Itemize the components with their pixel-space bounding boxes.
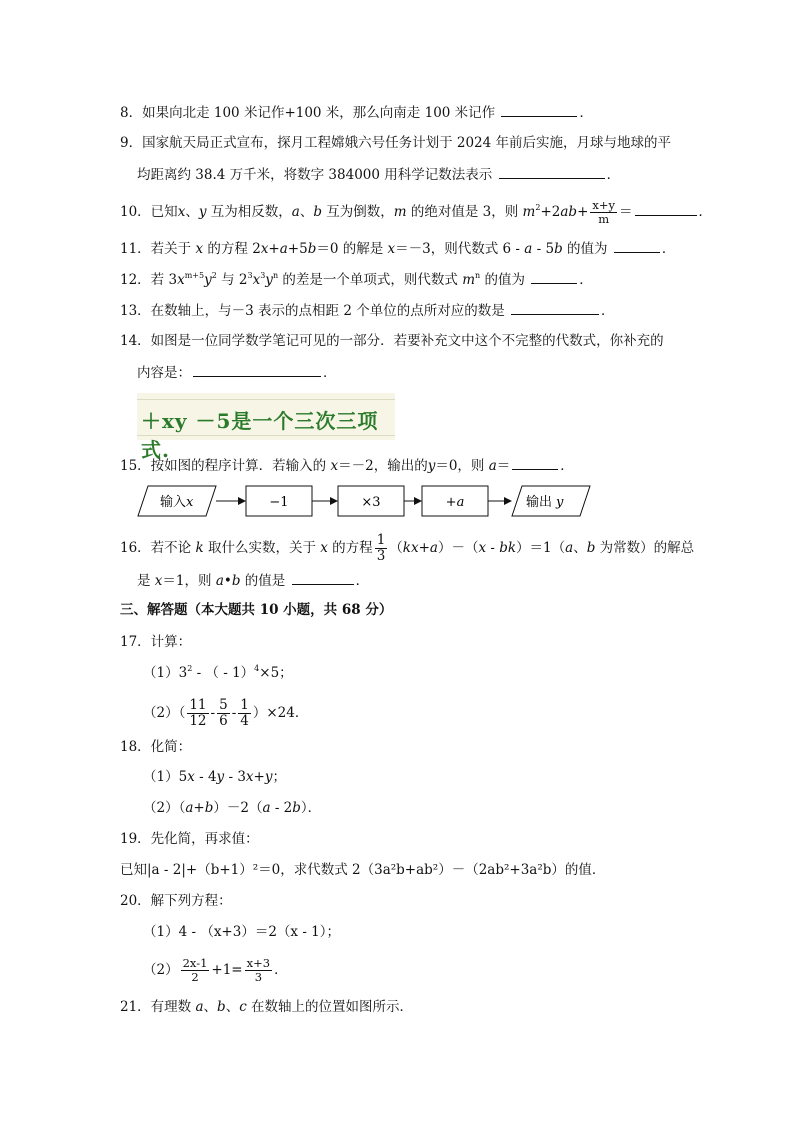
notebook-snippet-image bbox=[137, 393, 395, 462]
question-17: 17．计算： bbox=[120, 634, 192, 650]
fraction: $\frac{11}{12}$ bbox=[189, 697, 207, 729]
question-18: 18．化简： bbox=[120, 739, 192, 755]
notebook-text: ＋xy －5是一个三次三项式. bbox=[141, 409, 379, 462]
fraction: $\frac{1}{4}$ bbox=[240, 697, 249, 729]
answer-blank[interactable] bbox=[614, 238, 660, 253]
question-18-part2: （2）（a+b）－2（a - 2b）． bbox=[143, 800, 322, 816]
fraction: $\frac{5}{6}$ bbox=[219, 697, 228, 729]
step-multiply-label: ×3 bbox=[361, 495, 381, 510]
fraction: $\frac{2x-1}{2}$ bbox=[182, 956, 208, 984]
question-13: 13．在数轴上，与－3 表示的点相距 2 个单位的点所对应的数是 ． bbox=[120, 300, 615, 321]
answer-blank[interactable] bbox=[635, 201, 697, 216]
question-20-part1: （1）4 - （x+3）＝2（x - 1）； bbox=[143, 924, 341, 940]
question-9: 9．国家航天局正式宣布，探月工程嫦娥六号任务计划于 2024 年前后实施，月球与地球的平 bbox=[120, 135, 672, 151]
fraction: $\frac{x+y}{m}$ bbox=[592, 198, 615, 226]
answer-blank[interactable] bbox=[193, 362, 321, 377]
question-17-part2: （2）（ $\frac{11}{12}$ - $\frac{5}{6}$ - $\frac{1}{4}$ ）×24． bbox=[143, 697, 309, 729]
question-17-part1: $(1)3^2$ - （ - 1）$^4$×5； bbox=[143, 664, 293, 681]
question-16: 16．若不论 k 取什么实数，关于 x 的方程 $\frac{1}{3}$ （kx+a）－（x - bk）＝1（a、b 为常数）的解总 bbox=[120, 532, 695, 564]
question-16-line2: 是 x＝1，则 a•b 的值是 ． bbox=[137, 570, 369, 591]
question-9-line2: 均距离约 38.4 万千米，将数字 384000 用科学记数法表示 ． bbox=[137, 164, 620, 185]
question-10: 10．已知x、y 互为相反数，a、b 互为倒数，m 的绝对值是 3，则 $m^2+2ab+$ $\frac{x+y}{m}$ ＝ ． bbox=[120, 198, 712, 226]
answer-blank[interactable] bbox=[531, 269, 577, 284]
program-flowchart bbox=[138, 484, 593, 518]
section-3-title: 三、解答题（本大题共 10 小题，共 68 分） bbox=[120, 602, 393, 618]
output-label: 输出 y bbox=[526, 495, 564, 510]
question-8: 8．如果向北走 100 米记作+100 米，那么向南走 100 米记作 ． bbox=[120, 102, 593, 123]
answer-blank[interactable] bbox=[499, 164, 605, 179]
question-12: 12．若 $3x^{m+5}y^2$ 与 $2^3x^3y^n$ 的差是一个单项式，则代数式 $m^n$ 的值为 ． bbox=[120, 271, 593, 288]
question-15: 15．按如图的程序计算．若输入的 x＝－2，输出的y＝0，则 a＝ ． bbox=[120, 455, 574, 476]
question-20: 20．解下列方程： bbox=[120, 893, 232, 909]
question-19: 19．先化简，再求值： bbox=[120, 831, 259, 847]
answer-blank[interactable] bbox=[512, 455, 558, 470]
answer-blank[interactable] bbox=[501, 102, 577, 117]
question-14-line2: 内容是： ． bbox=[137, 362, 337, 383]
question-14: 14．如图是一位同学数学笔记可见的一部分．若要补充文中这个不完整的代数式，你补充的 bbox=[120, 333, 664, 349]
fraction: $\frac{x+3}{3}$ bbox=[246, 956, 271, 984]
answer-blank[interactable] bbox=[511, 300, 599, 315]
answer-blank[interactable] bbox=[292, 570, 354, 585]
fraction: $\frac{1}{3}$ bbox=[376, 532, 386, 564]
step-subtract-label: −1 bbox=[269, 495, 289, 510]
question-18-part1: （1）5x - 4y - 3x+y； bbox=[143, 769, 286, 785]
step-add-label: +a bbox=[445, 495, 465, 510]
question-11: 11．若关于 x 的方程 2x+a+5b＝0 的解是 x＝－3，则代数式 6 - a - 5b 的值为 ． bbox=[120, 238, 675, 259]
question-21: 21．有理数 a、b、c 在数轴上的位置如图所示． bbox=[120, 999, 414, 1015]
question-19-line: 已知|a - 2|+（b+1）²＝0，求代数式 2（3a²b+ab²）－（2ab²+3a²b）的值． bbox=[120, 862, 606, 878]
input-label: 输入x bbox=[160, 495, 194, 510]
question-20-part2: （2） $\frac{2x-1}{2}$ +1= $\frac{x+3}{3}$ ． bbox=[143, 956, 288, 984]
